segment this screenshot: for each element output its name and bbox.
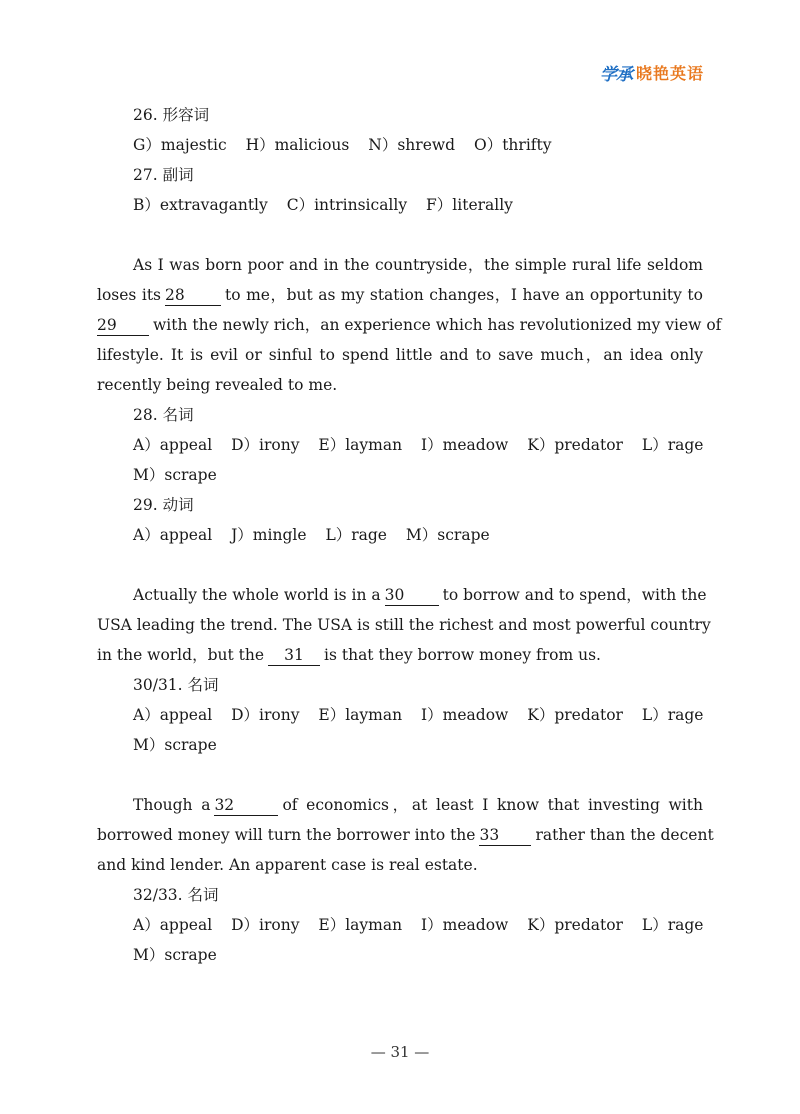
q26-options [97, 130, 703, 160]
option: G）majestic [133, 136, 227, 154]
para-line: and kind lender. An apparent case is real estate. [97, 856, 478, 874]
page-content [97, 100, 722, 970]
page-number: — 31 — [370, 1043, 430, 1061]
q30-31-options [97, 700, 703, 730]
para-line: in the world，but the 31 is that they borrow money from us. [97, 646, 601, 664]
q30-31-options-2 [97, 730, 703, 760]
para-line: borrowed money will turn the borrower into the 33 rather than the decent [97, 826, 714, 844]
q29-label: 29. 动词 [133, 496, 194, 514]
paragraph-3 [97, 790, 714, 880]
option: N）shrewd [368, 136, 456, 154]
option: L）rage [641, 436, 704, 454]
option: M）scrape [405, 526, 490, 544]
paragraph-1 [97, 250, 722, 400]
option: F）literally [426, 196, 513, 214]
option: H）malicious [245, 136, 350, 154]
q30-31-label: 30/31. 名词 [133, 676, 219, 694]
option: M）scrape [133, 736, 217, 754]
option: K）predator [527, 436, 623, 454]
blank-32[interactable]: 32 [214, 795, 278, 816]
paragraph-2 [97, 580, 711, 670]
para-line: USA leading the trend. The USA is still the richest and most powerful country [97, 616, 711, 634]
option: L）rage [325, 526, 387, 544]
option: D）irony [231, 706, 300, 724]
para-line: As I was born poor and in the countryside，the simple rural life seldom [133, 256, 703, 274]
option: O）thrifty [474, 136, 552, 154]
option: I）meadow [421, 916, 509, 934]
option: D）irony [231, 436, 300, 454]
q27-options [97, 190, 703, 220]
blank-28[interactable]: 28 [165, 285, 221, 306]
blank-33[interactable]: 33 [479, 825, 531, 846]
option: E）layman [318, 916, 403, 934]
q32-33-options [97, 910, 703, 940]
q28-options [97, 430, 703, 460]
option: B）extravagantly [133, 196, 268, 214]
q26-label: 26. 形容词 [133, 106, 210, 124]
blank-29[interactable]: 29 [97, 315, 149, 336]
option: I）meadow [421, 436, 509, 454]
blank-30[interactable]: 30 [385, 585, 439, 606]
option: A）appeal [133, 916, 213, 934]
logo-mark: 学承 [599, 65, 632, 85]
para-line: loses its 28 to me，but as my station changes，I have an opportunity to [97, 286, 703, 304]
option: J）mingle [231, 526, 307, 544]
option: E）layman [318, 436, 403, 454]
para-line: Though a 32 of economics，at least I know that investing with [133, 796, 703, 814]
q28-label: 28. 名词 [133, 406, 194, 424]
option: A）appeal [133, 436, 213, 454]
q32-33-options-2 [97, 940, 703, 970]
option: D）irony [231, 916, 300, 934]
option: L）rage [641, 916, 704, 934]
para-line: recently being revealed to me. [97, 376, 338, 394]
option: A）appeal [133, 526, 213, 544]
option: K）predator [527, 706, 623, 724]
q27-label: 27. 副词 [133, 166, 194, 184]
q32-33-label: 32/33. 名词 [133, 886, 219, 904]
option: L）rage [641, 706, 704, 724]
option: I）meadow [421, 706, 509, 724]
option: E）layman [318, 706, 403, 724]
blank-31[interactable]: 31 [268, 645, 320, 666]
para-line: lifestyle. It is evil or sinful to spend little and to save much，an idea only [97, 346, 703, 364]
q29-options [97, 520, 703, 550]
para-line: 29 with the newly rich，an experience which has revolutionized my view of [97, 316, 722, 334]
option: K）predator [527, 916, 623, 934]
para-line: Actually the whole world is in a 30 to borrow and to spend，with the [133, 586, 707, 604]
logo-text: 晓艳英语 [635, 64, 704, 83]
option: C）intrinsically [286, 196, 408, 214]
option: M）scrape [133, 946, 217, 964]
q28-options-2 [97, 460, 703, 490]
brand-logo [600, 60, 704, 85]
option: A）appeal [133, 706, 213, 724]
option: M）scrape [133, 466, 217, 484]
